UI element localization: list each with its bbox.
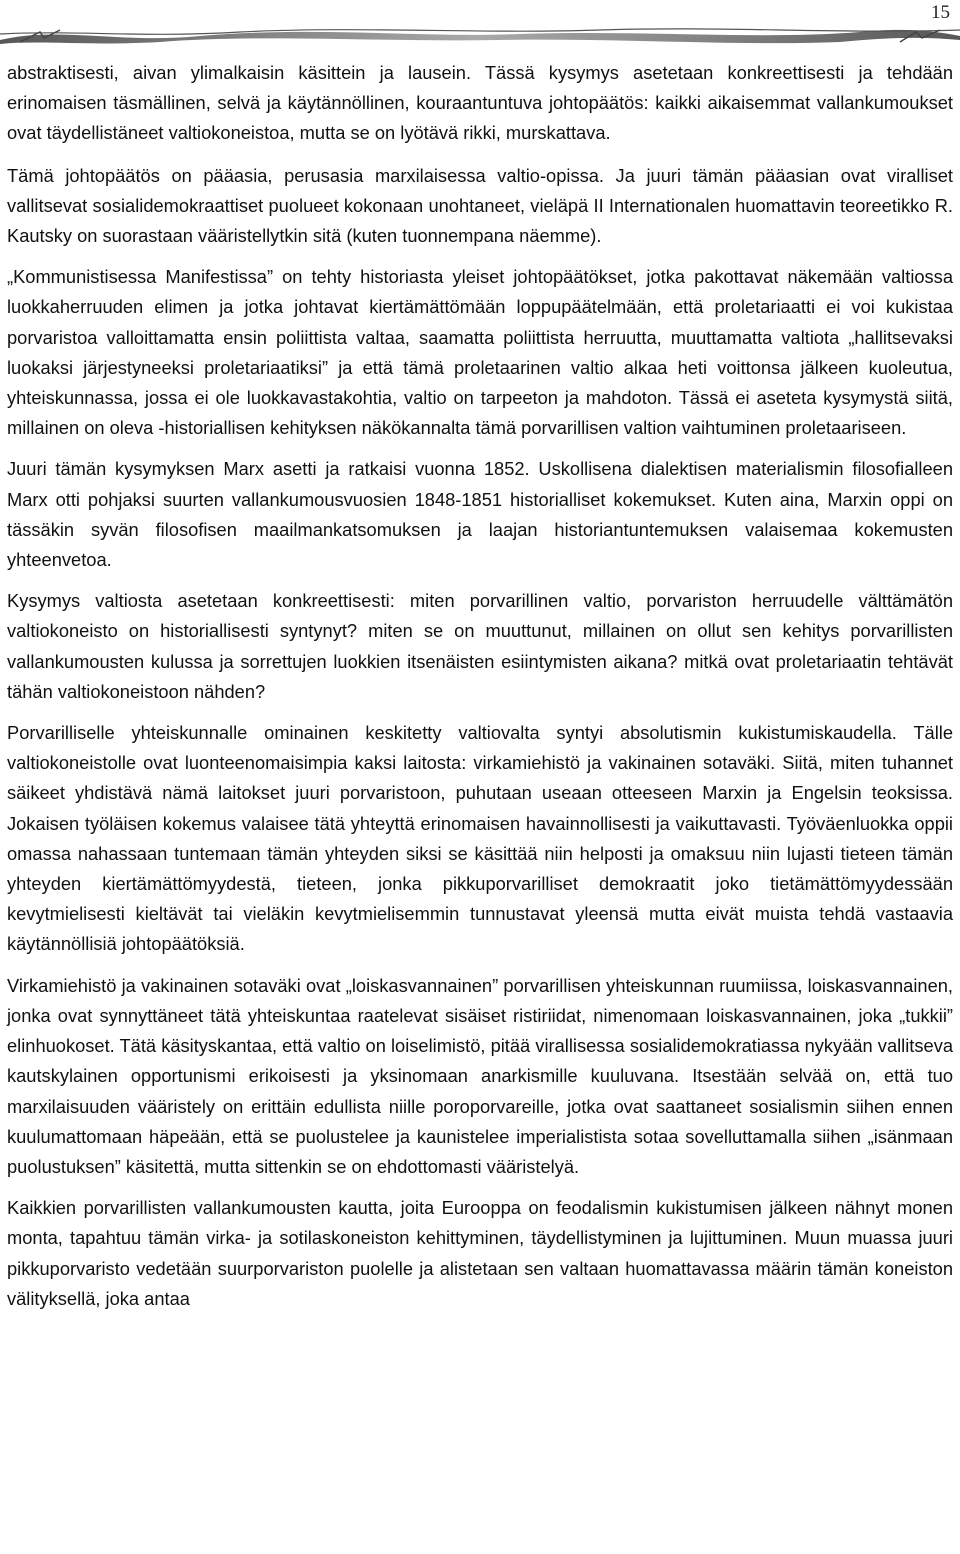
paragraph-4: Juuri tämän kysymyksen Marx asetti ja ratkaisi vuonna 1852. Uskollisena dialektisen materialismin filosofialleen Marx otti pohjaksi suurten vallankumousvuosien 1848-1851 historialliset kokemukset. Kuten aina, Marxin oppi on tässäkin syvän filosofisen maailmankatsomuksen ja laajan historiantuntemuksen valaisemaa kokemusten yhteenvetoa. xyxy=(7,458,953,571)
page-number: 15 xyxy=(931,2,950,23)
paragraph-8: Kaikkien porvarillisten vallankumousten kautta, joita Eurooppa on feodalismin kukistumisen jälkeen nähnyt monen monta, tapahtuu tämän virka- ja sotilaskoneiston kehittyminen, täydellistyminen ja lujittuminen. Muun muassa juuri pikkuporvaristo vedetään suurporvariston puolelle ja alistetaan sen valtaan huomattavassa määrin tämän koneiston välityksellä, joka antaa xyxy=(7,1197,953,1309)
paragraph-3: „Kommunistisessa Manifestissa” on tehty historiasta yleiset johtopäätökset, jotka pakottavat näkemään valtiossa luokkaherruuden elimen ja jotka johtavat kiertämättömään loppupäätelmään, että proletariaatti ei voi kukistaa porvaristoa valloittamatta ensin poliittista valtaa, saamatta poliittista herruutta, muuttamatta valtiota „hallitsevaksi luokaksi järjestyneeksi proletariaatiksi” ja että tämä proletaarinen valtio alkaa heti voittonsa jälkeen kuoleutua, yhteiskunnassa, jossa ei ole luokkavastakohtia, valtio on tarpeeton ja mahdoton. Tässä ei aseteta kysymystä siitä, millainen on oleva -historiallisen kehityksen näkökannalta tämä porvarillisen valtion vaihtuminen proletaariseen. xyxy=(7,266,953,439)
document-body xyxy=(7,58,953,1325)
paragraph-7: Virkamiehistö ja vakinainen sotaväki ovat „loiskasvannainen” porvarillisen yhteiskunnan ruumiissa, loiskasvannainen, jonka ovat synnyttäneet tätä yhteiskuntaa raatelevat sisäiset ristiriidat, nimenomaan loiskasvannainen, joka „tukkii” elinhuokoset. Tätä käsityskantaa, että valtio on loiselimistö, pitää virallisessa sosialidemokratiassa nykyään vallitseva kautskylainen opportunismi erikoisesti ja yksinomaan anarkismille kuuluvana. Itsestään selvää on, että tuo marxilaisuuden vääristely on erittäin edullista niille poroporvareille, jotka ovat saattaneet sosialismin siihen ennen kuulumattomaan häpeään, että se puolustelee ja kaunistelee imperialistista sotaa sovelluttamalla siihen „isänmaan puolustuksen” käsitettä, mutta sittenkin se on ehdottomasti vääristelyä. xyxy=(7,974,953,1177)
paragraph-1: abstraktisesti, aivan ylimalkaisin käsittein ja lausein. Tässä kysymys asetetaan konkreettisesti ja tehdään erinomaisen täsmällinen, selvä ja käytännöllinen, kouraantuntuva johtopäätös: kaikki aikaisemmat vallankumoukset ovat täydellistäneet valtiokoneistoa, mutta se on lyötävä rikki, murskattava. xyxy=(7,62,953,144)
paragraph-5: Kysymys valtiosta asetetaan konkreettisesti: miten porvarillinen valtio, porvariston herruudelle välttämätön valtiokoneisto on historiallisesti syntynyt? miten se on muuttunut, millainen on ollut sen kehitys porvarillisten vallankumousten kulussa ja sorrettujen luokkien itsenäisten esiintymisten aikana? mitkä ovat proletariaatin tehtävät tähän valtiokoneistoon nähden? xyxy=(7,590,953,702)
paragraph-6: Porvarilliselle yhteiskunnalle ominainen keskitetty valtiovalta syntyi absolutismin kukistumiskaudella. Tälle valtiokoneistolle ovat luonteenomaisimpia kaksi laitosta: virkamiehistö ja vakinainen sotaväki. Siitä, miten tuhannet säikeet yhdistävä nämä laitokset juuri porvaristoon, puhutaan useaan otteeseen Marxin ja Engelsin teoksissa. Jokaisen työläisen kokemus valaisee tätä yhteyttä erinomaisen havainnollisesti ja vaikuttavasti. Työväenluokka oppii omassa nahassaan tuntemaan tämän yhteyden siksi se käsittää niin helposti ja omaksuu niin lujasti tieteen tämän yhteyden kiertämättömyydestä, tieteen, jonka pikkuporvarilliset demokraatit joko tietämättömyydessään kevytmielisesti kieltävät tai vieläkin kevytmielisemmin tunnustavat yleensä mutta eivät muista tehdä vastaavia käytännöllisiä johtopäätöksiä. xyxy=(7,722,953,955)
paragraph-2: Tämä johtopäätös on pääasia, perusasia marxilaisessa valtio-opissa. Ja juuri tämän pääasian ovat viralliset vallitsevat sosialidemokraattiset puolueet kokonaan unohtaneet, vieläpä II Internationalen huomattavin teoreetikko R. Kautsky on suorastaan vääristellytkin sitä (kuten tuonnempana näemme). xyxy=(7,164,953,247)
header-decorative-rule xyxy=(0,22,960,48)
